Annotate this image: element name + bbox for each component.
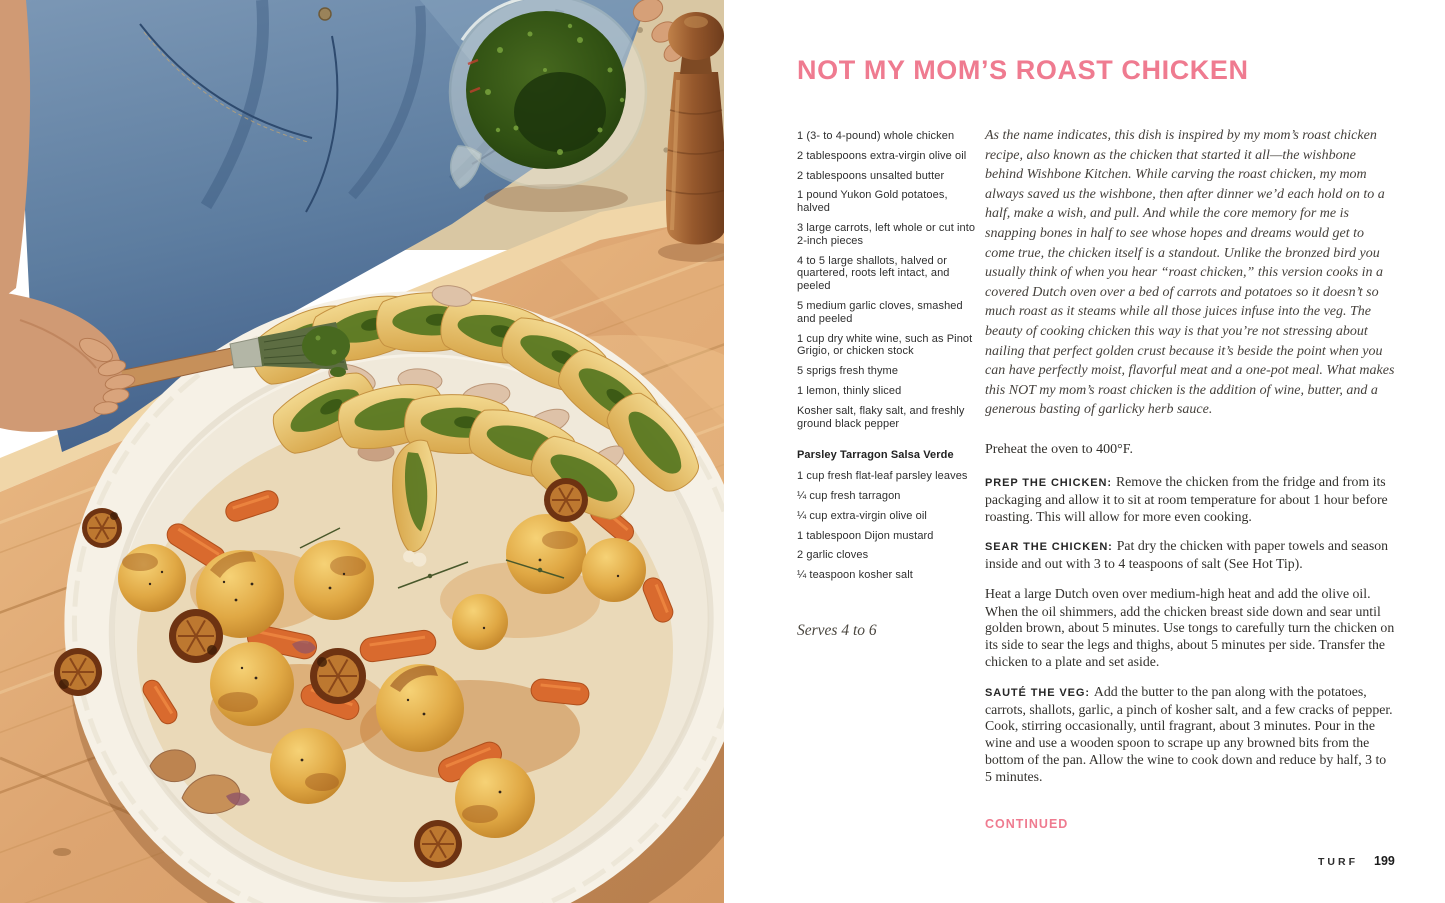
intro-paragraph: As the name indicates, this dish is inspired by my mom’s roast chicken recipe, also known as the chicken that started it all—the wishbone behind Wishbone Kitchen. While carving the roast chicken, my mom always saved us the wishbone, then after dinner we’d each hold on to a half, make a wish, and pull. And while the core memory for me is snapping bones in half to see whose hopes and dreams would get to come true, the chicken itself is a standout. Unlike the bronzed bird you usually think of when you hear “roast chicken,” this version cooks in a covered Dutch oven over a bed of carrots and potatoes so it doesn’t so much roast as it steams while all those juices infuse into the veg. The beauty of cooking chicken this way is that you’re not stressing about nailing that perfect golden crust because it’s beside the point when you can have perfectly moist, flavorful meat and a one-pot meal. What makes this NOT my mom’s roast chicken is the addition of wine, butter, and a generous basting of garlicky herb sauce.: [985, 128, 1395, 418]
ingredient-item: 5 sprigs fresh thyme: [797, 365, 899, 378]
ingredient-item: 3 large carrots, left whole or cut into 2-inch pieces: [797, 221, 976, 247]
step-label: PREP THE CHICKEN:: [985, 476, 1112, 489]
continued-label: CONTINUED: [985, 817, 1069, 831]
ingredient-item: Kosher salt, flaky salt, and freshly ground black pepper: [797, 404, 965, 430]
preheat-instruction: Preheat the oven to 400°F.: [985, 441, 1133, 457]
ingredient-list: [797, 130, 979, 589]
method-column: [985, 126, 1395, 799]
ingredient-item: ¼ teaspoon kosher salt: [797, 569, 913, 582]
step-paragraph: [985, 586, 1395, 671]
ingredient-item: 2 tablespoons unsalted butter: [797, 169, 945, 182]
step-text: Heat a large Dutch oven over medium-high heat and add the olive oil. When the oil shimmers, add the chicken breast side down and sear until golden brown, about 5 minutes. Use tongs to carefully turn the chicken on its side to sear the legs and thighs, about 5 minutes per side. Transfer the chicken to a plate and set aside.: [985, 585, 1395, 670]
ingredient-item: 5 medium garlic cloves, smashed and peeled: [797, 299, 963, 325]
ingredient-item: 4 to 5 large shallots, halved or quartered, roots left intact, and peeled: [797, 254, 950, 293]
left-arm: [0, 0, 30, 300]
ingredient-item: 1 (3- to 4-pound) whole chicken: [797, 130, 955, 142]
ingredient-item: 1 cup dry white wine, such as Pinot Grigio, or chicken stock: [797, 332, 973, 358]
page-title: NOT MY MOM’S ROAST CHICKEN: [797, 55, 1249, 85]
step-paragraph: [985, 538, 1395, 573]
ingredient-item: ¼ cup extra-virgin olive oil: [797, 509, 927, 522]
step-paragraph: [985, 684, 1395, 786]
ingredient-item: 2 tablespoons extra-virgin olive oil: [797, 149, 967, 162]
jeans-button: [319, 8, 331, 20]
ingredient-item: 2 garlic cloves: [797, 549, 869, 562]
ingredient-item: ¼ cup fresh tarragon: [797, 489, 901, 502]
salsa-verde-heading: Parsley Tarragon Salsa Verde: [797, 449, 954, 462]
step-label: SAUTÉ THE VEG:: [985, 686, 1090, 699]
ingredient-item: 1 cup fresh flat-leaf parsley leaves: [797, 470, 968, 483]
step-text: Pat dry the chicken with paper towels and season inside and out with 3 to 4 teaspoons of salt (See Hot Tip).: [985, 538, 1389, 572]
ingredient-item: 1 pound Yukon Gold potatoes, halved: [797, 189, 948, 215]
step-text: Add the butter to the pan along with the potatoes, carrots, shallots, garlic, a pinch of kosher salt, and a few cracks of pepper. Cook, stirring occasionally, until fragrant, about 3 minutes. Pour in the wine and use a wooden spoon to scrape up any browned bits from the bottom of the pan. Allow the wine to cook down and reduce by half, 3 to 5 minutes.: [985, 683, 1393, 784]
recipe-page: [724, 0, 1445, 903]
ingredient-item: 1 lemon, thinly sliced: [797, 384, 902, 397]
serves-note: Serves 4 to 6: [797, 622, 877, 639]
step-paragraph: [985, 474, 1395, 525]
step-text: Remove the chicken from the fridge and from its packaging and allow it to sit at room temperature for about 1 hour before roasting. This will allow for more even cooking.: [985, 473, 1388, 524]
footer-section-label: TURF: [1318, 856, 1358, 868]
page-number: 199: [1374, 854, 1395, 868]
ingredient-item: 1 tablespoon Dijon mustard: [797, 529, 934, 542]
step-label: SEAR THE CHICKEN:: [985, 541, 1113, 554]
